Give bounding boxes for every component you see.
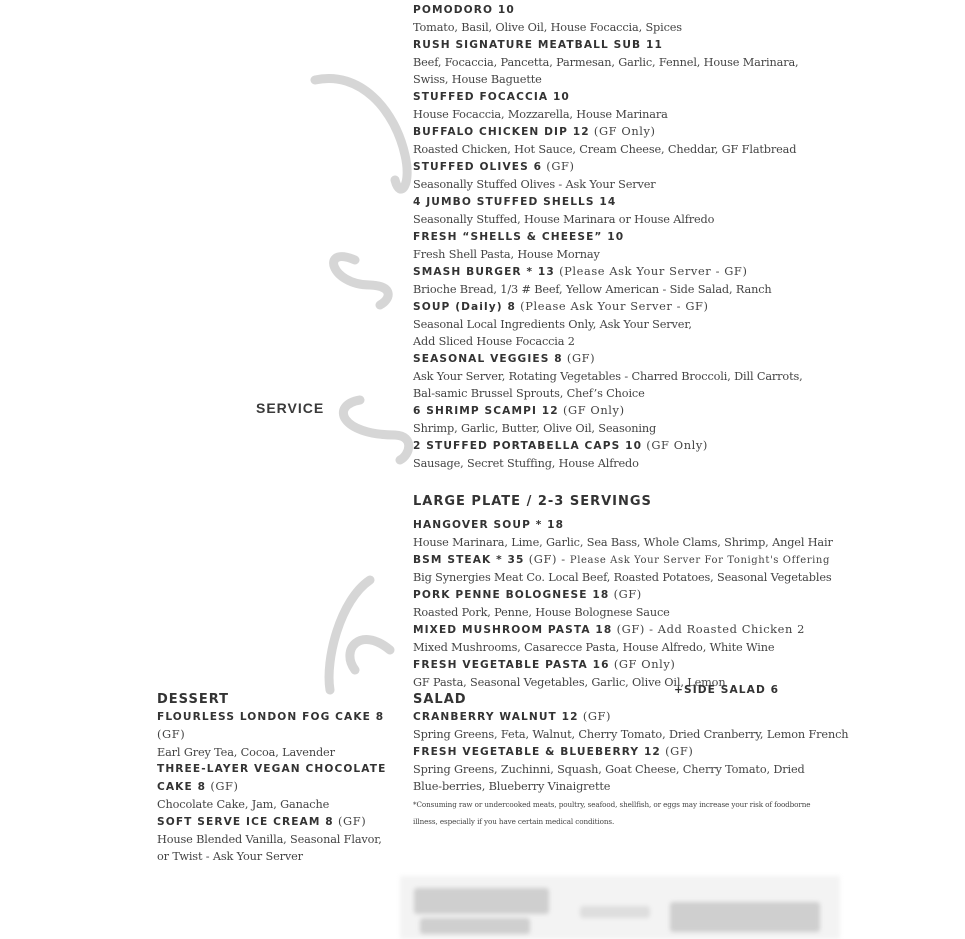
item-name: SOUP (Daily) 8 (413, 301, 516, 313)
item-note: (GF) (578, 709, 612, 723)
menu-item-meatball-sub (413, 36, 833, 88)
menu-item-smash-burger (413, 263, 833, 298)
menu-item-vegetable-blueberry (413, 743, 843, 795)
item-name: PORK PENNE BOLOGNESE 18 (413, 589, 610, 601)
item-description: Roasted Chicken, Hot Sauce, Cream Cheese, Cheddar, GF Flatbread (413, 143, 797, 156)
item-description: Spring Greens, Feta, Walnut, Cherry Tomato, Dried Cranberry, Lemon French (413, 728, 849, 741)
item-description: Ask Your Server, Rotating Vegetables - Charred Broccoli, Dill Carrots, Bal-samic Brussel Sprouts, Chef’s Choice (413, 370, 803, 400)
item-note: (GF) (609, 587, 642, 601)
item-description: Roasted Pork, Penne, House Bolognese Sauce (413, 606, 670, 619)
item-name: HANGOVER SOUP * 18 (413, 519, 565, 531)
menu-item-vegan-chocolate-cake (157, 761, 412, 813)
item-name: SMASH BURGER * 13 (413, 266, 555, 278)
item-description: Seasonally Stuffed Olives - Ask Your Server (413, 178, 656, 191)
item-name: SOFT SERVE ICE CREAM 8 (157, 816, 334, 828)
item-note: (GF) (333, 814, 367, 828)
salad-section (413, 691, 849, 830)
large-plate-heading: LARGE PLATE / 2-3 SERVINGS (413, 494, 652, 509)
item-name: FRESH “SHELLS & CHEESE” 10 (413, 231, 625, 243)
item-description: House Focaccia, Mozzarella, House Marinara (413, 108, 668, 121)
item-name: CRANBERRY WALNUT 12 (413, 711, 579, 723)
menu-item-portabella-caps (413, 437, 833, 472)
item-name: BSM STEAK * 35 (413, 554, 525, 566)
service-label: SERVICE (256, 400, 325, 416)
item-name: POMODORO 10 (413, 4, 515, 16)
item-description: Shrimp, Garlic, Butter, Olive Oil, Seasoning (413, 422, 657, 435)
menu-item-cranberry-walnut (413, 708, 849, 743)
side-salad-addon: +SIDE SALAD 6 (674, 684, 780, 696)
item-description: Chocolate Cake, Jam, Ganache (157, 798, 330, 811)
item-note: (GF Only) (589, 124, 656, 138)
item-note: (GF) (157, 727, 186, 741)
menu-item-pomodoro (413, 1, 833, 36)
item-description: House Marinara, Lime, Garlic, Sea Bass, Whole Clams, Shrimp, Angel Hair (413, 536, 833, 549)
item-note: (GF) (562, 351, 596, 365)
item-note: (GF) (660, 744, 694, 758)
item-note: (GF) - Add Roasted Chicken 2 (612, 622, 806, 636)
item-description: Seasonal Local Ingredients Only, Ask Your Server, (413, 318, 692, 331)
item-description: Fresh Shell Pasta, House Mornay (413, 248, 600, 261)
item-description: House Blended Vanilla, Seasonal Flavor, or Twist - Ask Your Server (157, 833, 382, 863)
item-addon: Add Sliced House Focaccia 2 (413, 335, 575, 348)
item-note: (GF Only) (558, 403, 625, 417)
menu-item-stuffed-focaccia (413, 88, 833, 123)
item-name: MIXED MUSHROOM PASTA 18 (413, 624, 613, 636)
item-note: (GF) (542, 159, 575, 173)
item-name: 2 STUFFED PORTABELLA CAPS 10 (413, 440, 643, 452)
menu-item-mushroom-pasta (413, 621, 833, 656)
item-name: BUFFALO CHICKEN DIP 12 (413, 126, 590, 138)
menu-item-soft-serve (157, 813, 412, 865)
item-note: (Please Ask Your Server - GF) (515, 299, 709, 313)
item-name: FRESH VEGETABLE & BLUEBERRY 12 (413, 746, 661, 758)
menu-item-hangover-soup (413, 516, 833, 551)
item-note: (Please Ask Your Server - GF) (554, 264, 748, 278)
item-description: Beef, Focaccia, Pancetta, Parmesan, Garlic, Fennel, House Marinara, Swiss, House Baguette (413, 56, 799, 86)
item-description: Spring Greens, Zuchinni, Squash, Goat Cheese, Cherry Tomato, Dried Blue-berries, Blueberry Vinaigrette (413, 763, 805, 793)
menu-item-shells-cheese (413, 228, 833, 263)
item-name: RUSH SIGNATURE MEATBALL SUB 11 (413, 39, 663, 51)
item-name: SEASONAL VEGGIES 8 (413, 353, 563, 365)
item-description: Sausage, Secret Stuffing, House Alfredo (413, 457, 639, 470)
item-description: Mixed Mushrooms, Casarecce Pasta, House Alfredo, White Wine (413, 641, 775, 654)
dessert-section (157, 691, 412, 865)
raw-food-disclaimer: *Consuming raw or undercooked meats, poultry, seafood, shellfish, or eggs may increase your risk of foodborne illness, especially if you have certain medical conditions. (413, 800, 811, 826)
salad-heading: SALAD (413, 692, 467, 707)
menu-item-stuffed-shells (413, 193, 833, 228)
item-name: STUFFED OLIVES 6 (413, 161, 543, 173)
blurred-content-region (400, 876, 840, 939)
script-watermark (300, 60, 420, 700)
menu-item-london-fog-cake (157, 708, 412, 761)
item-note: (GF) (206, 779, 239, 793)
item-description: GF Pasta, Seasonal Vegetables, Garlic, Olive Oil, Lemon (413, 676, 726, 689)
item-note: (GF Only) (609, 657, 676, 671)
item-description: Brioche Bread, 1/3 # Beef, Yellow American - Side Salad, Ranch (413, 283, 772, 296)
menu-item-pork-penne (413, 586, 833, 621)
item-description: Tomato, Basil, Olive Oil, House Focaccia, Spices (413, 21, 682, 34)
item-name: THREE-LAYER VEGAN CHOCOLATE CAKE 8 (157, 763, 387, 793)
item-note-small: Please Ask Your Server For Tonight's Offering (569, 555, 830, 566)
menu-item-soup (413, 298, 833, 350)
menu-item-stuffed-olives (413, 158, 833, 193)
small-plates-list (413, 1, 833, 691)
menu-item-bsm-steak (413, 551, 833, 586)
item-description: Seasonally Stuffed, House Marinara or House Alfredo (413, 213, 715, 226)
item-note: (GF Only) (642, 438, 708, 452)
item-name: FLOURLESS LONDON FOG CAKE 8 (157, 711, 385, 723)
menu-item-shrimp-scampi (413, 402, 833, 437)
menu-item-seasonal-veggies (413, 350, 833, 402)
item-name: STUFFED FOCACCIA 10 (413, 91, 570, 103)
menu-item-buffalo-chicken-dip (413, 123, 833, 158)
item-name: 4 JUMBO STUFFED SHELLS 14 (413, 196, 617, 208)
item-name: 6 SHRIMP SCAMPI 12 (413, 405, 559, 417)
item-note: (GF) - (524, 552, 570, 566)
item-description: Earl Grey Tea, Cocoa, Lavender (157, 746, 335, 759)
item-name: FRESH VEGETABLE PASTA 16 (413, 659, 610, 671)
item-description: Big Synergies Meat Co. Local Beef, Roasted Potatoes, Seasonal Vegetables (413, 571, 832, 584)
dessert-heading: DESSERT (157, 692, 229, 707)
